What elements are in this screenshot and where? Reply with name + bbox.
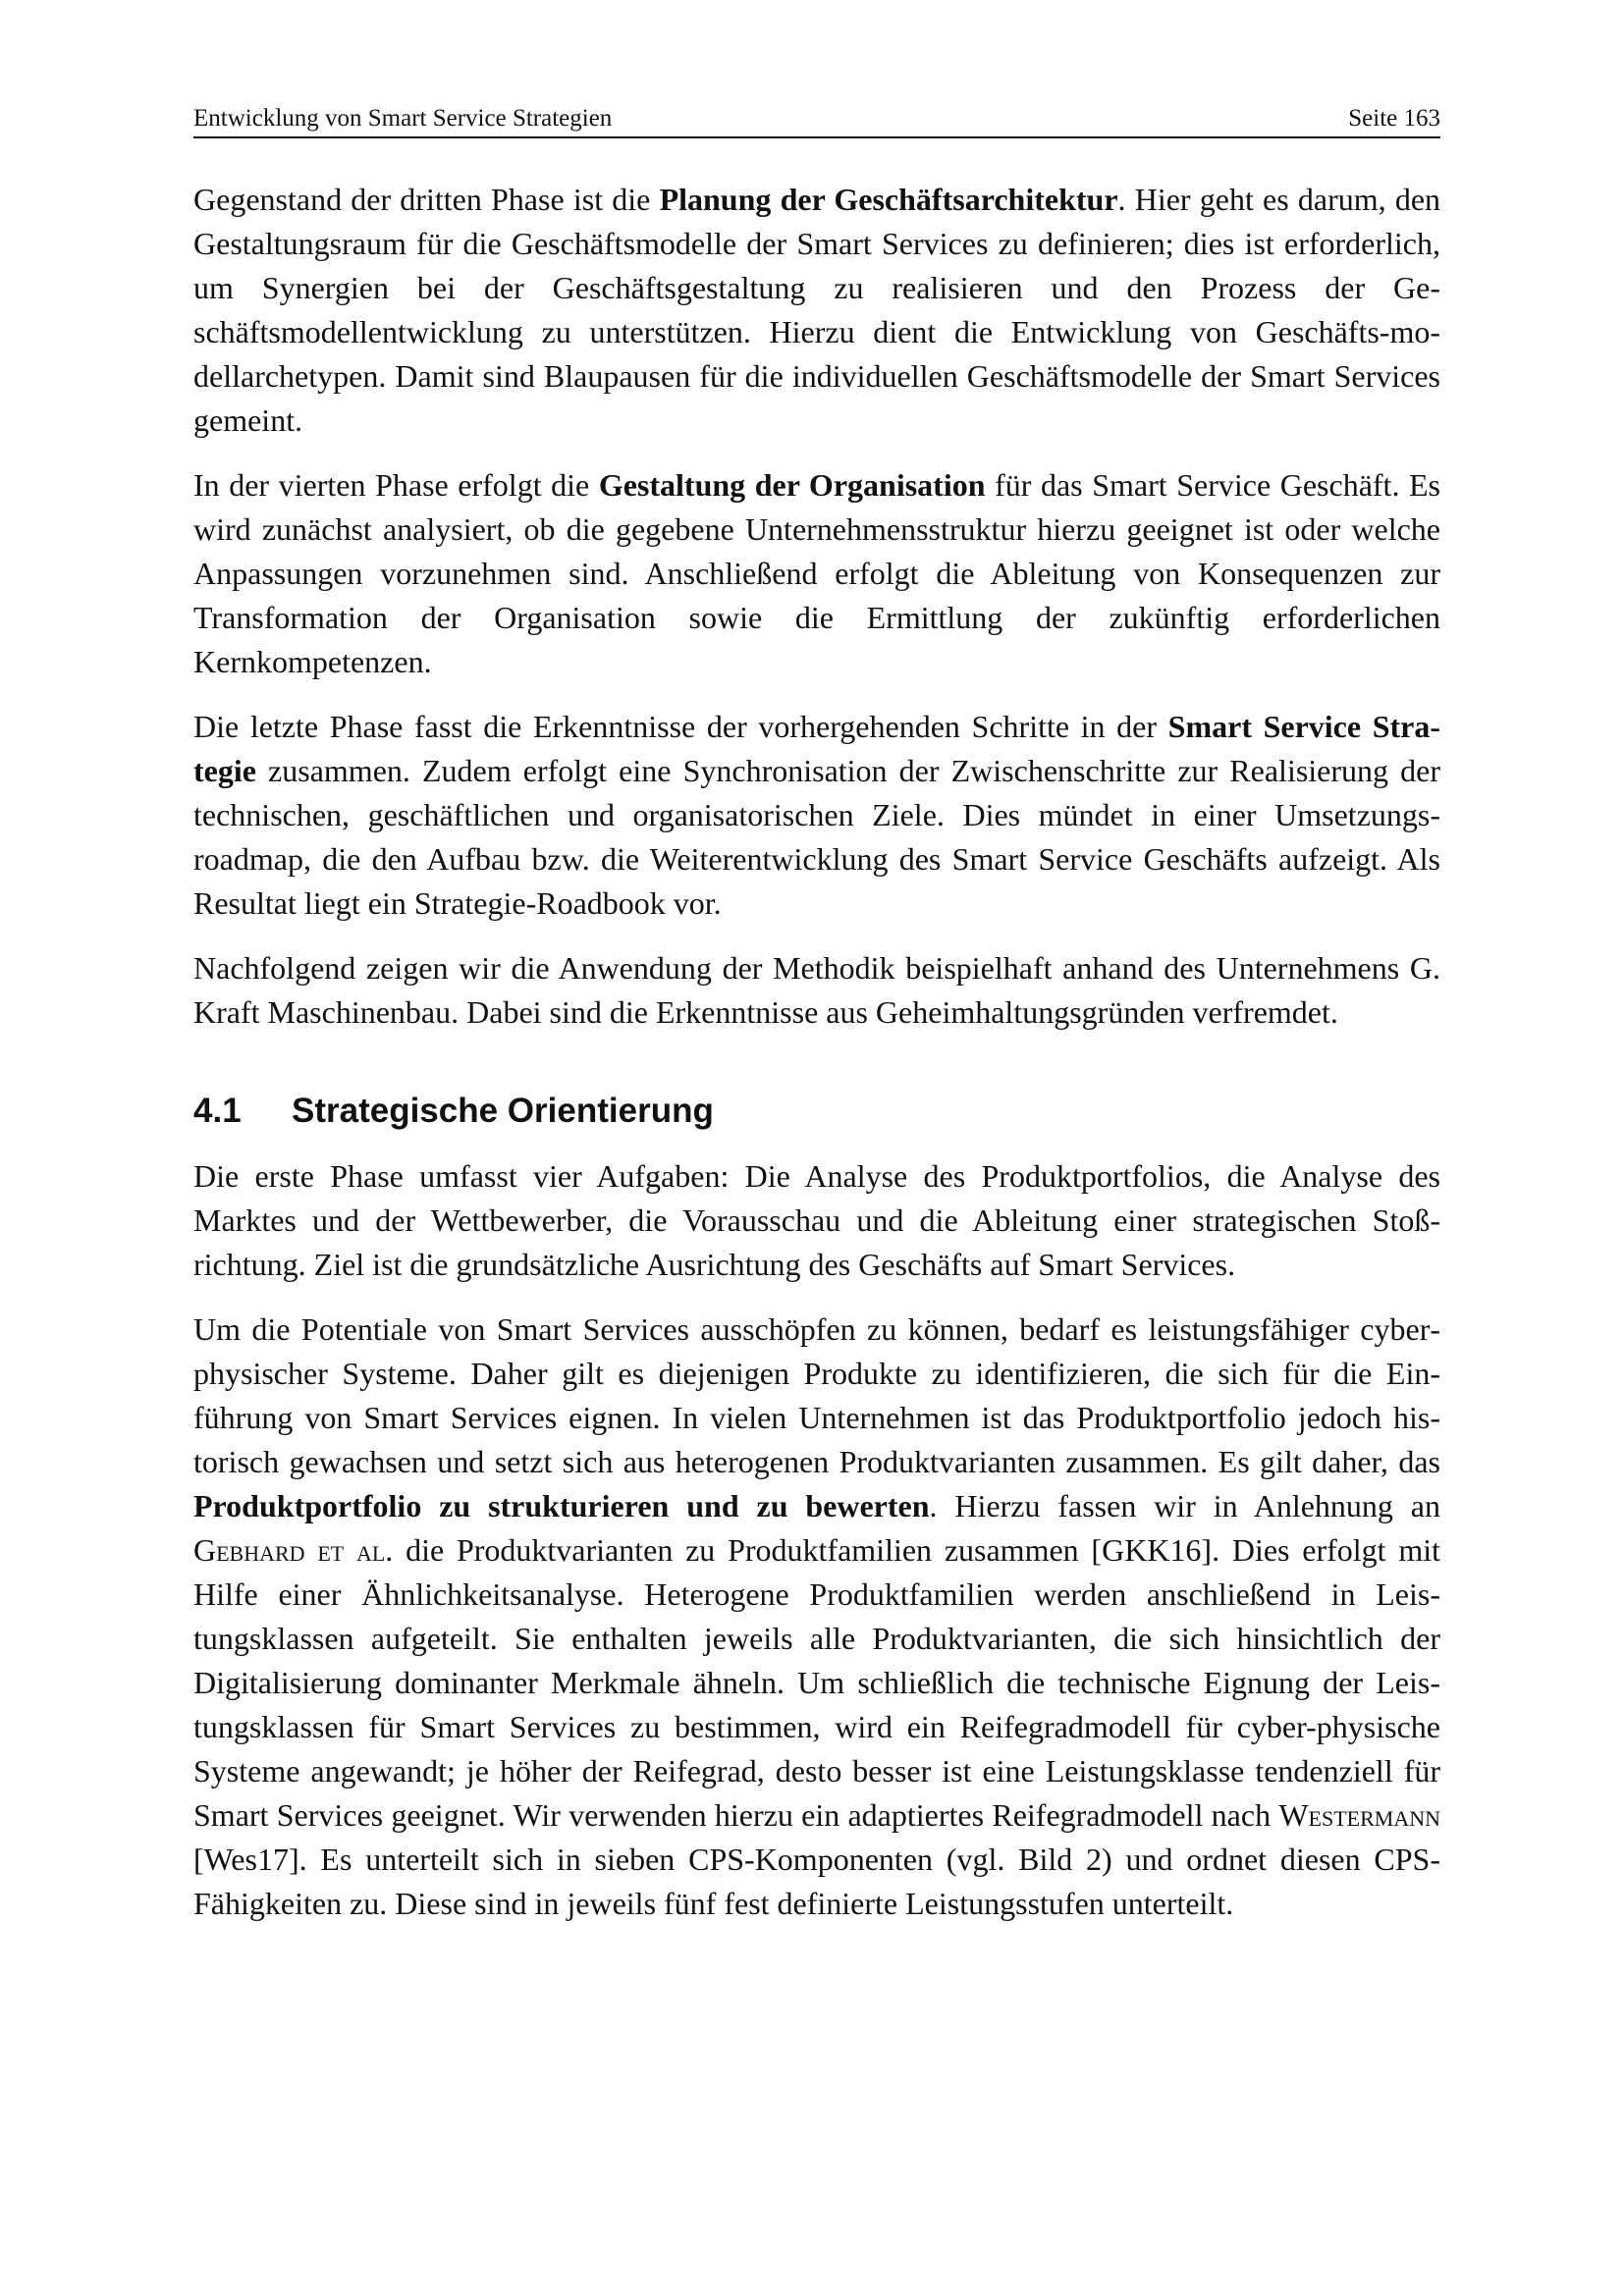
section-heading [193, 1090, 1440, 1133]
text-run: die Produktvarianten zu Produktfamilien zusammen [GKK16]. Dies erfolgt mit Hilfe einer Ähnlichkeitsanalyse. Heterogene Produktfamilien werden anschließend in Leistungsklassen aufgeteilt. Sie enthalten jeweils alle Produktvarianten, die sich hinsichtlich der Digitalisierung dominanter Merkmale ähneln. Um schließlich die technische Eignung der Leistungsklassen für Smart Services zu bestimmen, wird ein Reifegradmodell für cyber-physische Systeme angewandt; je höher der Reifegrad, desto besser ist eine Leistungsklasse tendenziell für Smart Services geeignet. Wir verwenden hierzu ein adaptiertes Reifegradmodell nach [193, 1532, 1441, 1833]
section-number: 4.1 [193, 1092, 242, 1130]
text-run: . Hierzu fassen wir in Anlehnung an [929, 1488, 1440, 1523]
text-run: . Hier geht es darum, den Gestaltungsraum für die Geschäftsmodelle der Smart Services zu definieren; dies ist erforderlich, um Synergien bei der Geschäftsgestaltung zu realisieren und den Prozess der Geschäftsmodellentwicklung zu unterstützen. Hierzu dient die Entwicklung von Geschäfts-modellarchetypen. Damit sind Blaupausen für die individuellen Geschäftsmodelle der Smart Services gemeint. [193, 182, 1441, 438]
paragraph-strategy [193, 705, 1440, 926]
body-text [193, 178, 1440, 1926]
text-run: für das Smart Service Geschäft. Es wird zunächst analysiert, ob die gegebene Unternehmensstruktur hierzu geeignet ist oder welche Anpassungen vorzunehmen sind. Anschließend erfolgt die Ableitung von Konsequenzen zur Transformation der Organisation sowie die Ermittlung der zukünftig erforderlichen Kernkompetenzen. [193, 467, 1441, 679]
paragraph-example-company: Nachfolgend zeigen wir die Anwendung der Methodik beispielhaft anhand des Unternehmens G. Kraft Maschinenbau. Dabei sind die Erkenntnisse aus Geheimhaltungsgründen verfremdet. [193, 950, 1440, 1030]
author-name: Gebhard et al. [193, 1532, 394, 1568]
text-run: zusammen. Zudem erfolgt eine Synchronisation der Zwischenschritte zur Realisierung der technischen, geschäftlichen und organisatorischen Ziele. Dies mündet in einer Umsetzungsroadmap, die den Aufbau bzw. die Weiterentwicklung des Smart Service Geschäfts aufzeigt. Als Resultat liegt ein Strategie-Roadbook vor. [193, 753, 1440, 921]
running-header [193, 103, 1440, 138]
page-number: Seite 163 [1348, 105, 1440, 132]
bold-term: Gestaltung der Organisation [598, 467, 986, 503]
text-run: In der vierten Phase erfolgt die [193, 467, 599, 503]
bold-term: Planung der Geschäftsarchitektur [659, 182, 1118, 217]
text-run: [Wes17]. Es unterteilt sich in sieben CPS-Komponenten (vgl. Bild 2) und ordnet diesen CPS-Fähigkeiten zu. Diese sind in jeweils fünf fest definierte Leistungsstufen unterteilt. [193, 1842, 1440, 1921]
paragraph-product-portfolio [193, 1308, 1440, 1926]
running-title: Entwicklung von Smart Service Strategien [193, 105, 613, 132]
paragraph-first-phase: Die erste Phase umfasst vier Aufgaben: Die Analyse des Produktportfolios, die Analyse des Marktes und der Wettbewerber, die Vorausschau und die Ableitung einer strategischen Stoßrichtung. Ziel ist die grundsätzliche Ausrichtung des Geschäfts auf Smart Services. [193, 1158, 1440, 1282]
author-name: Westermann [1278, 1797, 1440, 1833]
text-run: Die letzte Phase fasst die Erkenntnisse der vorhergehenden Schritte in der [193, 709, 1168, 744]
section-title: Strategische Orientierung [292, 1092, 714, 1130]
bold-term: Produktportfolio zu strukturieren und zu bewerten [193, 1488, 930, 1523]
text-run: Um die Potentiale von Smart Services ausschöpfen zu können, bedarf es leistungsfähiger cyberphysischer Systeme. Daher gilt es diejenigen Produkte zu identifizieren, die sich für die Einführung von Smart Services eignen. In vielen Unternehmen ist das Produktportfolio jedoch historisch gewachsen und setzt sich aus heterogenen Produktvarianten zusammen. Es gilt daher, das [193, 1311, 1440, 1479]
text-run: Gegenstand der dritten Phase ist die [193, 182, 660, 217]
bold-term: Smart Service Strategie [193, 709, 1441, 788]
document-page [193, 103, 1440, 1947]
paragraph-business-architecture [193, 178, 1440, 443]
paragraph-organisation [193, 463, 1440, 684]
